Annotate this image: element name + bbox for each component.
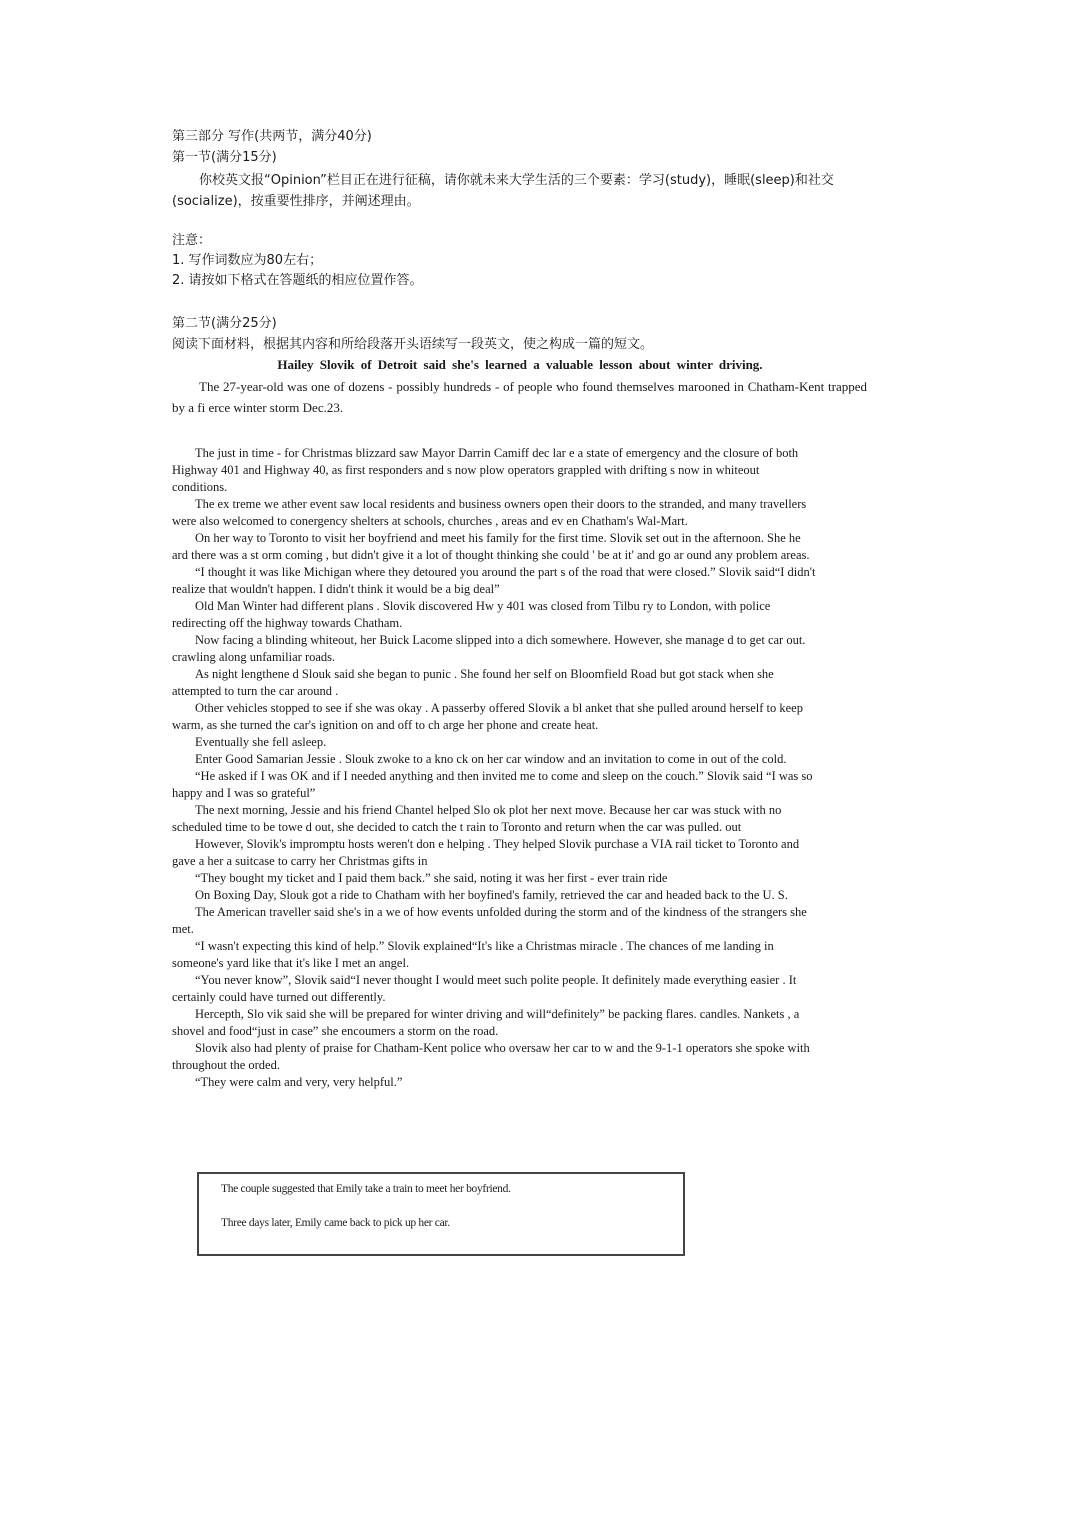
article-paragraph: Old Man Winter had different plans . Slovik discovered Hw y 401 was closed from Tilbu ry to London, with police redirecting off the highway towards Chatham. <box>172 599 771 630</box>
article-paragraph: Now facing a blinding whiteout, her Buick Lacome slipped into a dich somewhere. However, she manage d to get car out. crawling along unfamiliar roads. <box>172 633 806 664</box>
article-paragraph: “They were calm and very, very helpful.” <box>195 1075 403 1089</box>
article-paragraph: “You never know”, Slovik said“I never thought I would meet such polite people. It definitely made everything easier . It certainly could have turned out differently. <box>172 973 797 1004</box>
section2-instruction: 阅读下面材料，根据其内容和所给段落开头语续写一段英文，使之构成一篇的短文。 <box>172 337 654 352</box>
article-paragraph: The ex treme we ather event saw local residents and business owners open their doors to the stranded, and many travellers were also welcomed to conergency shelters at schools, churches , areas and ev en Chatham's Wal-Mart. <box>172 497 807 528</box>
article-body <box>172 445 817 1091</box>
notes-label: 注意： <box>172 233 212 248</box>
article-paragraph: The American traveller said she's in a we of how events unfolded during the storm and of the kindness of the strangers she met. <box>172 905 807 936</box>
answer-box <box>197 1172 685 1256</box>
answer-box-opening-line: Three days later, Emily came back to pick up her car. <box>221 1217 450 1229</box>
note-item: 2. 请按如下格式在答题纸的相应位置作答。 <box>172 273 423 288</box>
article-paragraph: Slovik also had plenty of praise for Chatham-Kent police who oversaw her car to w and the 9-1-1 operators she spoke with throughout the orded. <box>172 1041 810 1072</box>
article-paragraph: On her way to Toronto to visit her boyfriend and meet his family for the first time. Slovik set out in the afternoon. She he ard there was a st orm coming , but didn't give it a lot of thought thinking she could ' be at it' and go ar ound any problem areas. <box>172 531 810 562</box>
article-paragraph: “They bought my ticket and I paid them back.” she said, noting it was her first - ever train ride <box>195 871 668 885</box>
article-intro <box>172 376 867 418</box>
answer-box-opening-line: The couple suggested that Emily take a train to meet her boyfriend. <box>221 1183 511 1195</box>
article-paragraph: However, Slovik's impromptu hosts weren't don e helping . They helped Slovik purchase a VIA rail ticket to Toronto and gave a her a suitcase to carry her Christmas gifts in <box>172 837 800 868</box>
article-paragraph: “I wasn't expecting this kind of help.” Slovik explained“It's like a Christmas miracle . The chances of me landing in someone's yard like that it's like I met an angel. <box>172 939 774 970</box>
article-intro-text: The 27-year-old was one of dozens - possibly hundreds - of people who found themselves marooned in Chatham-Kent trapped by a fi erce winter storm Dec.23. <box>172 379 867 415</box>
article-paragraph: Hercepth, Slo vik said she will be prepared for winter driving and will“definitely” be packing flares. candles. Nankets , a shovel and food“just in case” she encoumers a storm on the road. <box>172 1007 800 1038</box>
part3-title: 第三部分 写作(共两节，满分40分) <box>172 129 372 144</box>
section1-title: 第一节(满分15分) <box>172 150 277 165</box>
article-title: Hailey Slovik of Detroit said she's learned a valuable lesson about winter driving. <box>277 357 763 372</box>
article-paragraph: Other vehicles stopped to see if she was okay . A passerby offered Slovik a bl anket that she pulled around herself to keep warm, as she turned the car's ignition on and off to ch arge her phone and create heat. <box>172 701 803 732</box>
article-paragraph: On Boxing Day, Slouk got a ride to Chatham with her boyfined's family, retrieved the car and headed back to the U. S. <box>195 888 788 902</box>
section2-title: 第二节(满分25分) <box>172 316 277 331</box>
article-paragraph: “He asked if I was OK and if I needed anything and then invited me to come and sleep on the couch.” Slovik said “I was so happy and I was so grateful” <box>172 769 813 800</box>
article-paragraph: As night lengthene d Slouk said she began to punic . She found her self on Bloomfield Road but got stack when she attempted to turn the car around . <box>172 667 774 698</box>
article-paragraph: The next morning, Jessie and his friend Chantel helped Slo ok plot her next move. Because her car was stuck with no scheduled time to be towe d out, she decided to catch the t rain to Toronto and return when the car was pulled. out <box>172 803 782 834</box>
note-item: 1. 写作词数应为80左右； <box>172 253 323 268</box>
section1-prompt: 你校英文报“Opinion”栏目正在进行征稿，请你就未来大学生活的三个要素：学习(study)，睡眠(sleep)和社交(socialize)，按重要性排序，并阐述理由。 <box>172 173 834 209</box>
article-paragraph: The just in time - for Christmas blizzard saw Mayor Darrin Camiff dec lar e a state of emergency and the closure of both Highway 401 and Highway 40, as first responders and s now plow operators grappled with drifting s now in whiteout conditions. <box>172 446 799 494</box>
article-paragraph: “I thought it was like Michigan where they detoured you around the part s of the road that were closed.” Slovik said“I didn't realize that wouldn't happen. I didn't think it would be a big deal” <box>172 565 816 596</box>
article-paragraph: Enter Good Samarian Jessie . Slouk zwoke to a kno ck on her car window and an invitation to come in out of the cold. <box>195 752 787 766</box>
article-paragraph: Eventually she fell asleep. <box>195 735 327 749</box>
